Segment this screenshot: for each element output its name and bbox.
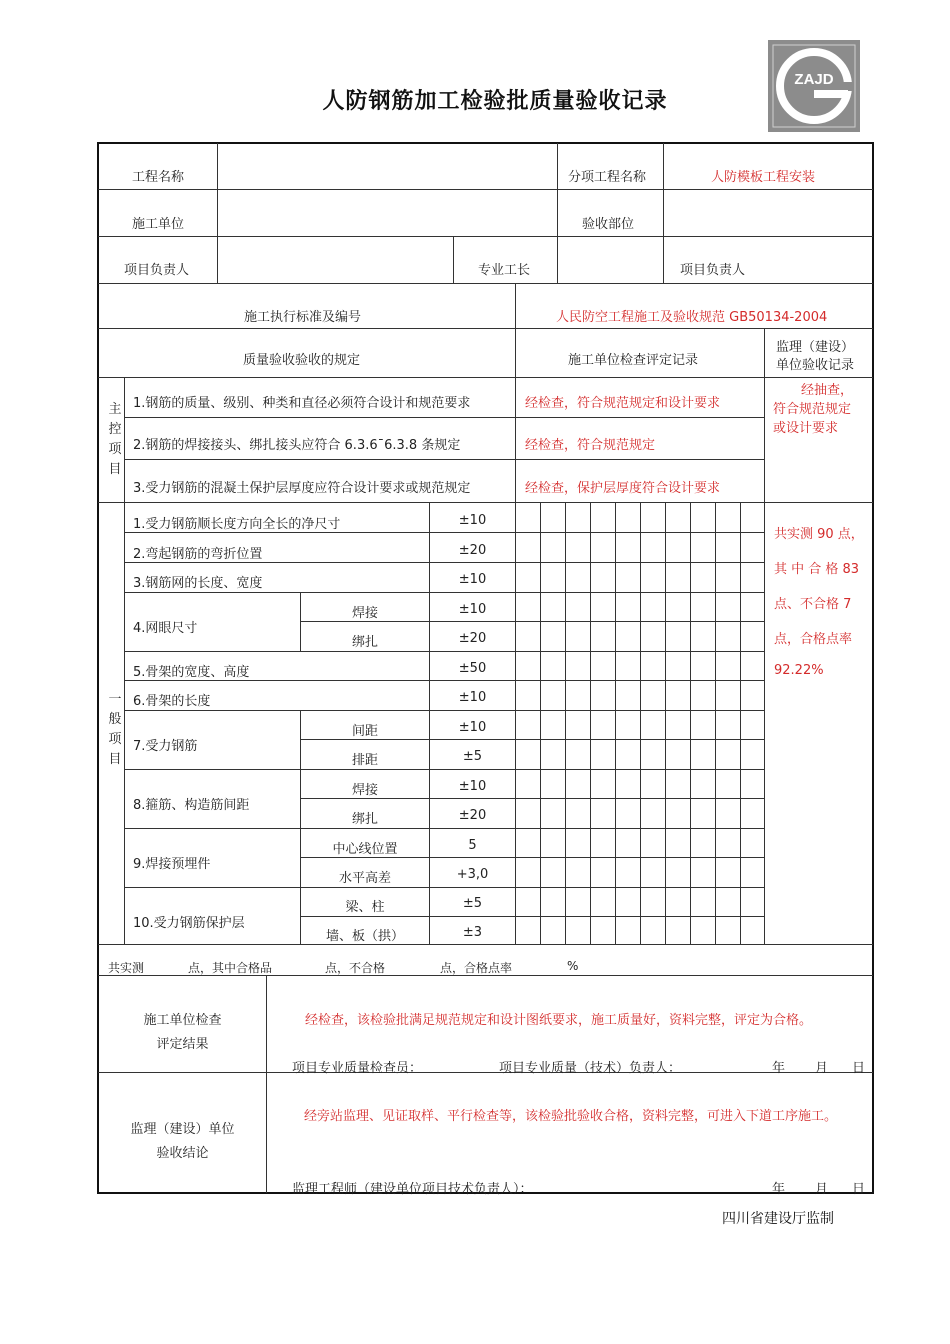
summary-percent: %: [567, 959, 579, 973]
inspection-label-1: 施工单位检查: [143, 1013, 222, 1028]
general-supervisor-line-5: 92.22%: [774, 663, 824, 678]
inspection-month: 月: [815, 1061, 829, 1076]
inspection-label-2: 评定结果: [156, 1037, 209, 1052]
general-sub-tol-8-1: ±10: [458, 779, 487, 794]
general-item-9: 9.焊接预埋件: [133, 857, 211, 872]
general-item-8: 8.箍筋、构造筋间距: [133, 798, 250, 813]
general-item-2: 2.弯起钢筋的弯折位置: [133, 547, 263, 562]
general-sub-10-1: 梁、柱: [345, 900, 385, 915]
general-sub-tol-8-2: ±20: [458, 808, 487, 823]
main-control-group-label: 主控项目: [108, 402, 122, 477]
summary-qualified: 点，其中合格品: [188, 961, 273, 975]
general-sub-4-2: 绑扎: [351, 635, 378, 650]
general-supervisor-line-2: 其 中 合 格 83: [774, 562, 860, 577]
check-record-column-header: 施工单位检查评定记录: [568, 353, 699, 368]
subitem-label: 分项工程名称: [568, 170, 647, 185]
standard-value: 人民防空工程施工及验收规范 GB50134-2004: [556, 310, 828, 325]
footer-issuer: 四川省建设厅监制: [722, 1211, 834, 1227]
main-control-result-3: 经检查，保护层厚度符合设计要求: [525, 481, 721, 496]
main-control-supervisor-note: 经抽查，符合规范规定或设计要求: [773, 383, 854, 436]
main-control-result-2: 经检查，符合规范规定: [525, 438, 656, 453]
supervision-label-1: 监理（建设）单位: [130, 1122, 235, 1137]
general-item-1: 1.受力钢筋顺长度方向全长的净尺寸: [133, 517, 341, 532]
general-item-6: 6.骨架的长度: [133, 694, 211, 709]
main-control-item-3: 3.受力钢筋的混凝土保护层厚度应符合设计要求或规范规定: [133, 481, 471, 496]
general-supervisor-line-1: 共实测 90 点，: [774, 527, 864, 542]
general-group-label: 一般项目: [108, 692, 122, 767]
general-tol-3: ±10: [458, 572, 487, 587]
general-item-10: 10.受力钢筋保护层: [133, 916, 245, 931]
inspection-year: 年: [772, 1061, 786, 1076]
project-name-label: 工程名称: [132, 170, 185, 185]
general-item-4: 4.网眼尺寸: [133, 621, 198, 636]
general-sub-tol-9-1: 5: [468, 838, 477, 853]
supervisor-column-header: 监理（建设）单位验收记录: [776, 340, 855, 373]
general-sub-tol-10-1: ±5: [462, 896, 483, 911]
general-item-3: 3.钢筋网的长度、宽度: [133, 576, 263, 591]
general-supervisor-line-3: 点、不合格 7: [774, 597, 852, 612]
general-sub-tol-4-1: ±10: [458, 602, 487, 617]
general-sub-7-1: 间距: [351, 724, 378, 739]
general-sub-9-2: 水平高差: [338, 871, 391, 886]
summary-total: 共实测: [108, 961, 145, 975]
acceptance-part-label: 验收部位: [582, 217, 635, 232]
general-sub-tol-7-2: ±5: [462, 749, 483, 764]
standard-label: 施工执行标准及编号: [244, 310, 362, 325]
general-tol-1: ±10: [458, 513, 487, 528]
page-title: 人防钢筋加工检验批质量验收记录: [322, 89, 668, 114]
logo-text: ZAJD: [794, 71, 834, 88]
general-sub-10-2: 墙、板（拱）: [325, 929, 404, 944]
general-sub-7-2: 排距: [351, 753, 378, 768]
supervision-year: 年: [772, 1182, 786, 1197]
supervision-day: 日: [852, 1182, 866, 1197]
general-tol-6: ±10: [458, 690, 487, 705]
supervision-label-2: 验收结论: [156, 1146, 209, 1161]
project-manager-label: 项目负责人: [124, 263, 190, 278]
general-sub-tol-9-2: +3,0: [456, 867, 489, 882]
subitem-value: 人防模板工程安装: [711, 170, 816, 185]
supervision-conclusion-text: 经旁站监理、见证取样、平行检查等，该检验批验收合格，资料完整，可进入下道工序施工。: [304, 1109, 838, 1124]
general-sub-tol-4-2: ±20: [458, 631, 487, 646]
general-sub-4-1: 焊接: [351, 606, 378, 621]
inspector-signature-label: 项目专业质量检查员：: [292, 1061, 423, 1076]
zajd-logo-icon: [768, 40, 860, 132]
quality-leader-signature-label: 项目专业质量（技术）负责人：: [499, 1061, 682, 1076]
general-tol-2: ±20: [458, 543, 487, 558]
construction-unit-label: 施工单位: [132, 217, 185, 232]
general-supervisor-line-4: 点，合格点率: [774, 632, 853, 647]
general-sub-8-2: 绑扎: [351, 812, 378, 827]
general-tol-5: ±50: [458, 661, 487, 676]
inspection-day: 日: [852, 1061, 866, 1076]
supervision-month: 月: [815, 1182, 829, 1197]
general-sub-tol-10-2: ±3: [462, 925, 483, 940]
general-sub-8-1: 焊接: [351, 783, 378, 798]
spec-column-header: 质量验收验收的规定: [243, 353, 361, 368]
foreman-label: 专业工长: [478, 263, 531, 278]
main-control-result-1: 经检查，符合规范规定和设计要求: [525, 396, 721, 411]
summary-rate: 点，合格点率: [440, 961, 513, 975]
general-item-5: 5.骨架的宽度、高度: [133, 665, 250, 680]
inspection-result-text: 经检查，该检验批满足规范规定和设计图纸要求，施工质量好，资料完整，评定为合格。: [305, 1013, 813, 1028]
project-manager-label-2: 项目负责人: [680, 263, 746, 278]
general-sub-9-1: 中心线位置: [332, 842, 398, 857]
main-control-item-2: 2.钢筋的焊接接头、绑扎接头应符合 6.3.6¯6.3.8 条规定: [133, 438, 461, 453]
general-item-7: 7.受力钢筋: [133, 739, 198, 754]
summary-unqualified: 点，不合格: [325, 961, 386, 975]
supervision-engineer-signature-label: 监理工程师（建设单位项目技术负责人）：: [292, 1182, 533, 1197]
main-control-item-1: 1.钢筋的质量、级别、种类和直径必须符合设计和规范要求: [133, 396, 471, 411]
general-sub-tol-7-1: ±10: [458, 720, 487, 735]
